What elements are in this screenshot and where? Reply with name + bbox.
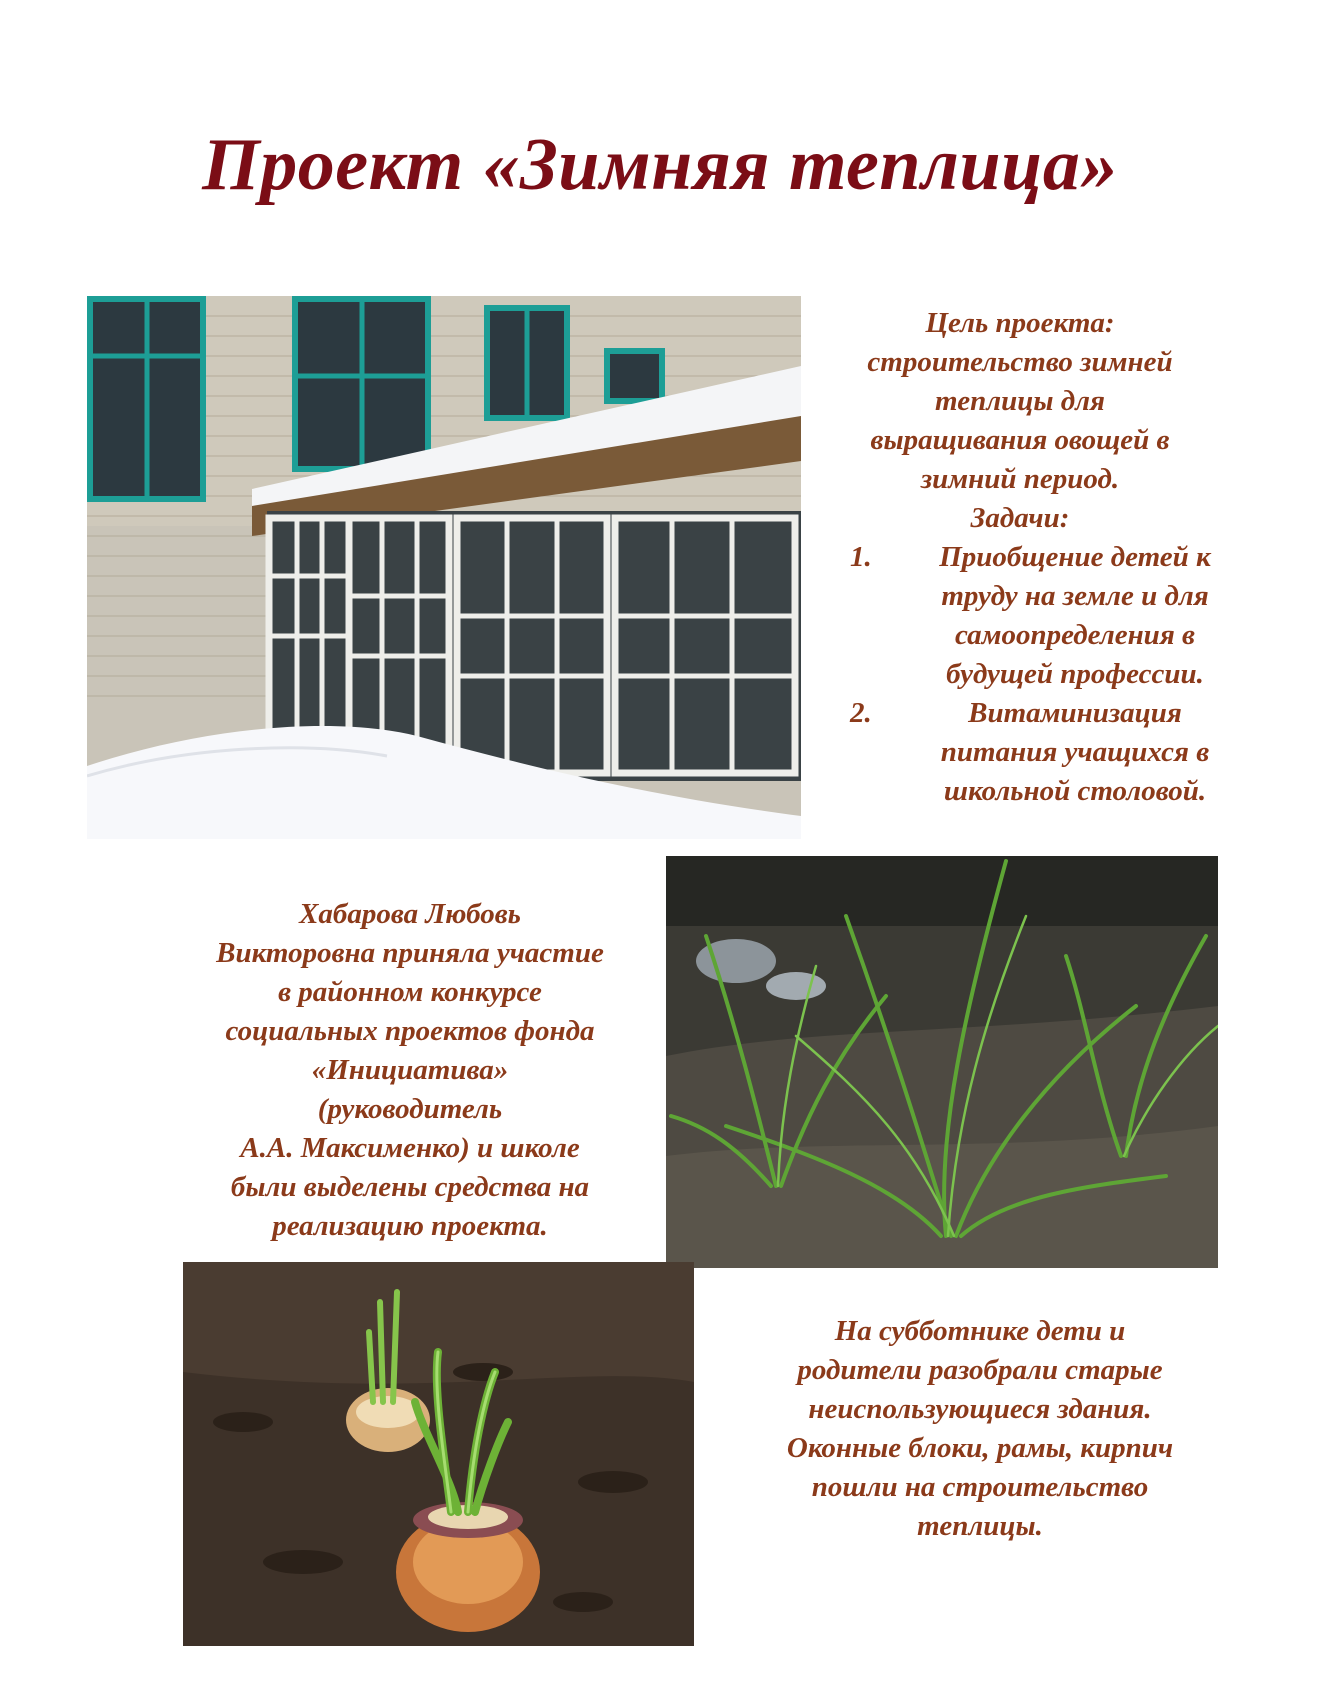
task-line: труду на земле и для [941, 580, 1209, 612]
goal-line: строительство зимней [867, 346, 1173, 378]
goal-line: Цель проекта: [925, 307, 1115, 339]
subbotnik-paragraph [720, 1312, 1240, 1546]
greenhouse-winter-photo [87, 296, 801, 839]
task-number: 2. [850, 697, 872, 729]
author-paragraph [170, 895, 650, 1246]
task-line: питания учащихся в [940, 736, 1210, 768]
author-line: А.А. Максименко) и школе [240, 1132, 580, 1164]
subbotnik-line: неиспользующиеся здания. [808, 1393, 1152, 1425]
subbotnik-line: теплицы. [917, 1510, 1043, 1542]
task-item [850, 538, 1250, 694]
subbotnik-line: На субботнике дети и [834, 1315, 1126, 1347]
tasks-list [850, 538, 1250, 811]
subbotnik-line: пошли на строительство [811, 1471, 1149, 1503]
subbotnik-line: родители разобрали старые [797, 1354, 1163, 1386]
goal-line: зимний период. [920, 463, 1120, 495]
author-line: (руководитель [317, 1093, 503, 1125]
author-line: Викторовна приняла участие [216, 937, 604, 969]
author-line: «Инициатива» [311, 1054, 509, 1086]
task-line: Приобщение детей к [939, 541, 1211, 573]
author-line: Хабарова Любовь [299, 898, 521, 930]
task-number: 1. [850, 541, 872, 573]
sprouting-bulbs-photo [183, 1262, 694, 1646]
author-line: в районном конкурсе [278, 976, 542, 1008]
task-line: школьной столовой. [943, 775, 1207, 807]
page-title: Проект «Зимняя теплица» [202, 124, 1118, 206]
goal-line: выращивания овощей в [870, 424, 1170, 456]
project-goal-text [820, 304, 1220, 538]
author-line: реализацию проекта. [272, 1210, 548, 1242]
subbotnik-line: Оконные блоки, рамы, кирпич [786, 1432, 1174, 1464]
goal-line: теплицы для [935, 385, 1105, 417]
author-line: социальных проектов фонда [225, 1015, 595, 1047]
task-item [850, 694, 1250, 811]
task-line: самоопределения в [955, 619, 1195, 651]
onion-sprouts-photo [666, 856, 1218, 1268]
task-line: Витаминизация [968, 697, 1182, 729]
task-line: будущей профессии. [946, 658, 1204, 690]
author-line: были выделены средства на [230, 1171, 590, 1203]
tasks-heading: Задачи: [970, 502, 1070, 534]
